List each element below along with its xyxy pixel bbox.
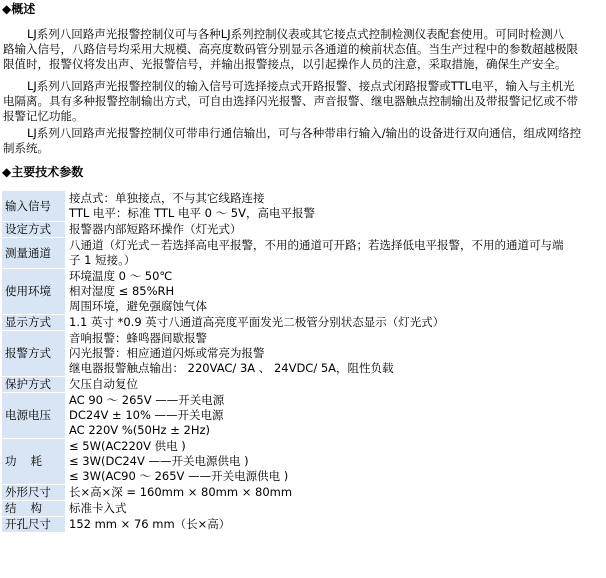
spec-row-power-supply — [2, 393, 606, 438]
paragraph-line: 报警记忆功能。 — [3, 109, 84, 123]
spec-value: 环境温度 0 ～ 50℃ — [69, 269, 173, 283]
spec-value: 欠压自动复位 — [69, 377, 138, 391]
overview-paragraph-3 — [3, 126, 603, 156]
spec-value: 周围环境，避免强腐蚀气体 — [69, 299, 207, 313]
spec-label: 外形尺寸 — [5, 485, 51, 499]
spec-value: DC24V ± 10% ——开关电源 — [69, 408, 224, 422]
spec-value: 1.1 英寸 *0.9 英寸八通道高亮度平面发光二极管分别状态显示（灯光式） — [69, 315, 445, 329]
paragraph-line: LJ系列八回路声光报警控制仪可与各种LJ系列控制仪表或其它接点式控制检测仪表配套使用。可同时检测八 — [27, 27, 565, 41]
spec-value: 长×高×深 = 160mm × 80mm × 80mm — [69, 485, 293, 499]
spec-label: 测量通道 — [5, 245, 51, 260]
spec-label: 报警方式 — [5, 346, 51, 360]
spec-value: 相对湿度 ≤ 85%RH — [69, 284, 175, 298]
spec-label: 结构 — [5, 501, 56, 515]
spec-value: 接点式：单独接点，不与其它线路连接 — [69, 191, 265, 205]
spec-label: 输入信号 — [5, 198, 51, 213]
paragraph-line: 路输入信号，八路信号均采用大规模、高亮度数码管分别显示各通道的検前状态值。当生产过程中的参数超越极限 — [3, 42, 578, 56]
spec-value: ≤ 3W(AC90 ～ 265V ——开关电源供电 ) — [69, 469, 289, 483]
spec-row-structure — [2, 501, 606, 516]
spec-row-power-consumption — [2, 439, 606, 484]
spec-row-alarm-mode — [2, 331, 606, 376]
spec-row-channels — [2, 238, 606, 268]
spec-value: 152 mm × 76 mm（长×高） — [69, 517, 231, 531]
spec-label: 功耗 — [5, 454, 56, 468]
spec-label: 使用环境 — [5, 284, 51, 298]
spec-label: 保护方式 — [5, 377, 51, 391]
spec-row-environment — [2, 269, 606, 314]
spec-row-setting-mode — [2, 222, 606, 237]
spec-label: 设定方式 — [5, 222, 51, 236]
paragraph-line: 电隔离。具有多种报警控制输出方式，可自由选择闪光报警、声音报警、继电器触点控制输出及带报警记忆或不带 — [3, 94, 578, 108]
spec-value: ≤ 5W(AC220V 供电 ) — [69, 439, 186, 453]
spec-value: 音响报警：蜂鸣器间歇报警 — [69, 331, 207, 345]
overview-paragraph-2 — [3, 79, 603, 124]
paragraph-line: LJ系列八回路声光报警控制仪可带串行通信输出，可与各种带串行输入/输出的设备进行双向通信，组成网络控 — [27, 126, 582, 140]
spec-value: 子 1 短接。） — [69, 253, 136, 267]
spec-row-protection — [2, 377, 606, 392]
spec-value: 闪光报警：相应通道闪烁或常亮为报警 — [69, 346, 265, 360]
spec-row-dimensions — [2, 485, 606, 500]
spec-value: ≤ 3W(DC24V ——开关电源供电 ) — [69, 454, 249, 468]
spec-value: AC 220V %(50Hz ± 2Hz) — [69, 423, 210, 437]
spec-value: 报警器内部短路环操作（灯光式） — [69, 222, 242, 236]
paragraph-line: 限值时，报警仪将发出声、光报警信号，并输出报警接点，以引起操作人员的注意，采取措施，确保生产安全。 — [3, 57, 567, 71]
spec-value: AC 90 ～ 265V ——开关电源 — [69, 393, 225, 407]
paragraph-line: LJ系列八回路声光报警控制仪的输入信号可选择接点式开路报警、接点式闭路报警或TTL电平，输入与主机光 — [27, 79, 575, 93]
spec-row-display — [2, 315, 606, 330]
spec-row-cutout-size — [2, 517, 606, 532]
spec-label: 开孔尺寸 — [5, 517, 51, 531]
paragraph-line: 制系统。 — [3, 141, 49, 155]
overview-paragraph-1 — [3, 27, 603, 72]
spec-value: TTL 电平：标准 TTL 电平 0 ～ 5V，高电平报警 — [69, 206, 315, 220]
spec-value: 八通道（灯光式－若选择高电平报警，不用的通道可开路；若选择低电平报警，不用的通道可与端 — [69, 238, 564, 252]
spec-value: 标准卡入式 — [69, 501, 127, 515]
overview-title: ◆概述 — [2, 2, 36, 16]
spec-table — [2, 190, 606, 533]
spec-label: 电源电压 — [5, 408, 51, 422]
specs-title: ◆主要技术参数 — [2, 165, 84, 179]
spec-label: 显示方式 — [5, 315, 51, 329]
spec-value: 继电器报警触点输出： 220VAC/ 3A 、 24VDC/ 5A，阻性负载 — [69, 361, 394, 375]
spec-row-input-signal — [2, 191, 606, 221]
